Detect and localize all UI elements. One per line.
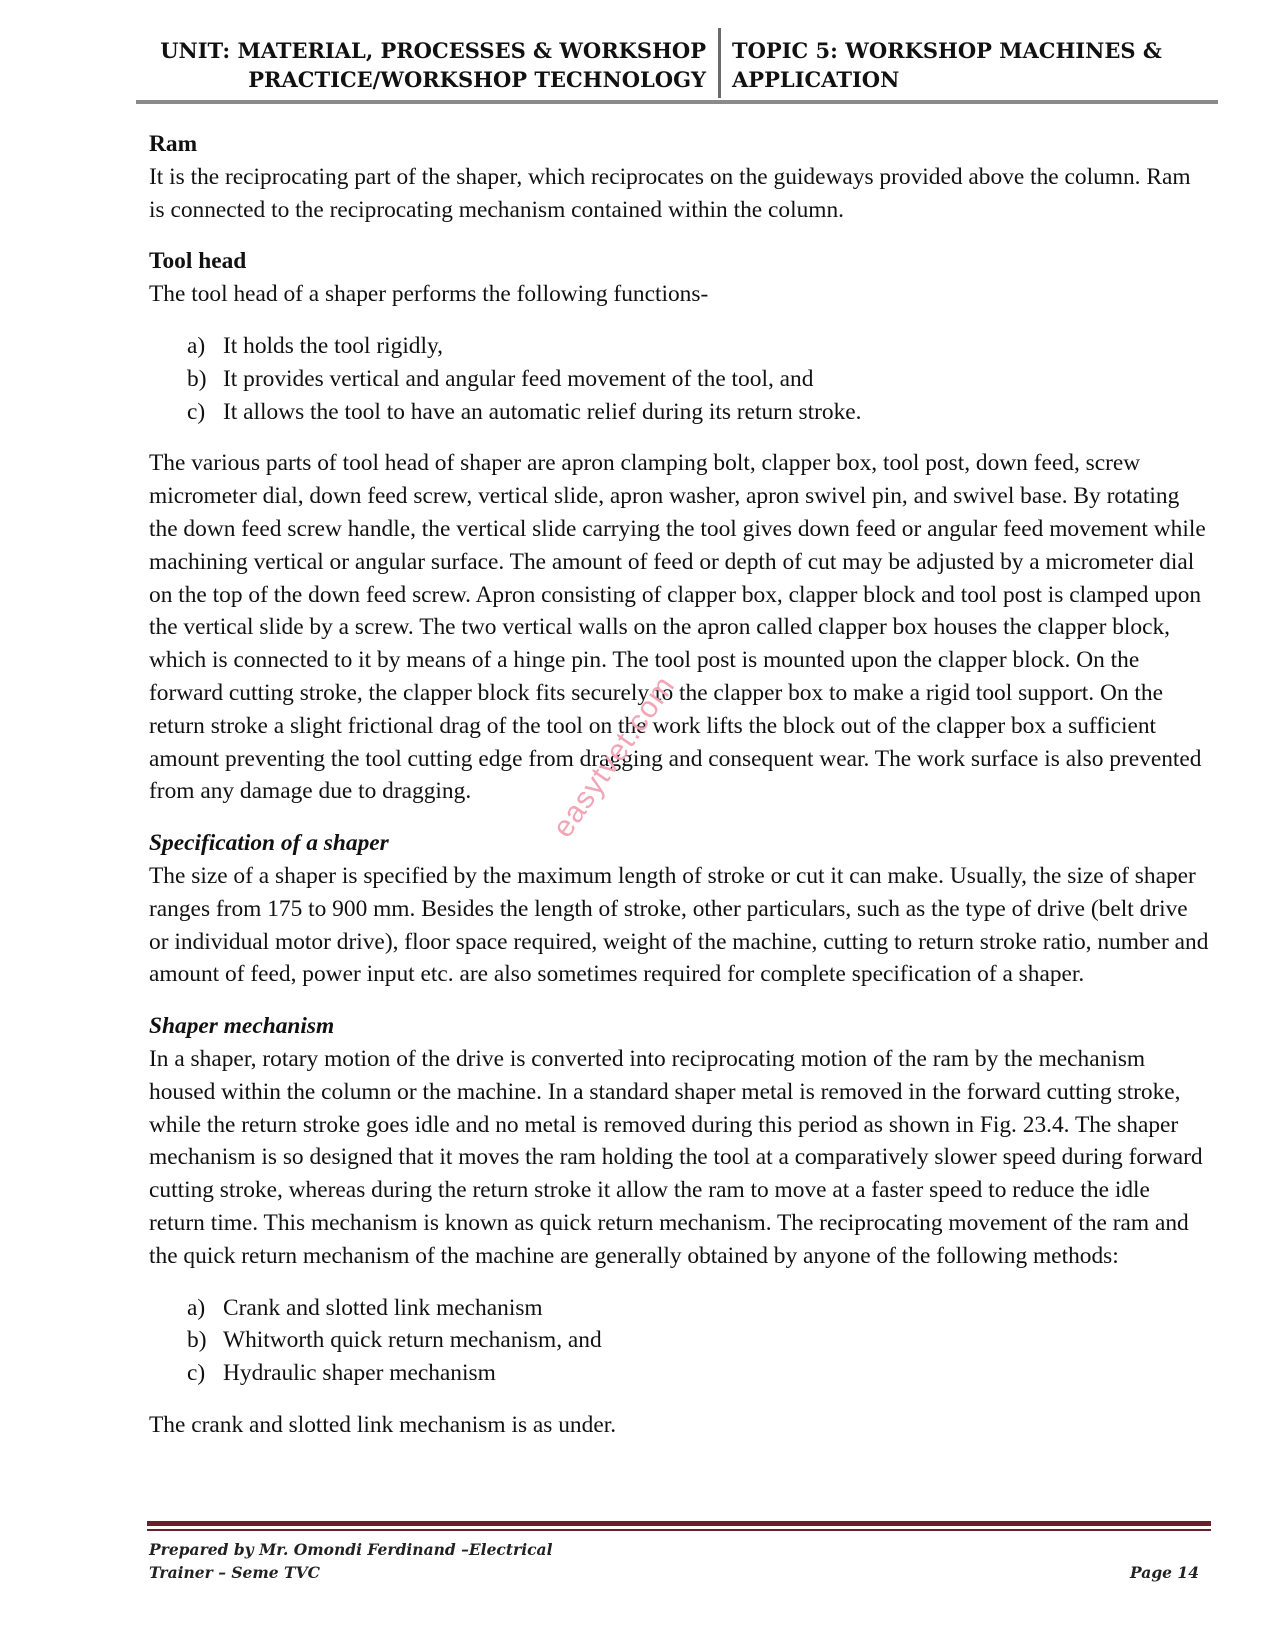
topic-title-line1: TOPIC 5: WORKSHOP MACHINES & (732, 38, 1162, 63)
list-marker: b) (187, 1327, 207, 1354)
ram-heading: Ram (149, 131, 198, 157)
mechanism-closing: The crank and slotted link mechanism is as under. (149, 1411, 617, 1438)
footer-rule-thick (147, 1521, 1211, 1526)
list-item-text: It allows the tool to have an automatic relief during its return stroke. (223, 398, 862, 425)
topic-title-line2: APPLICATION (732, 67, 900, 92)
list-item (149, 1357, 1209, 1390)
tool-head-paragraph: The various parts of tool head of shaper are apron clamping bolt, clapper box, tool post, down feed, screw micrometer dial, down feed screw, vertical slide, apron washer, apron swivel pin, and swivel base. By rotating the down feed screw handle, the vertical slide carrying the tool gives down feed or angular feed movement while machining vertical or angular surface. The amount of feed or depth of cut may be adjusted by a micrometer dial on the top of the down feed screw. Apron consisting of clapper box, clapper block and tool post is clamped upon the vertical slide by a screw. The two vertical walls on the apron called clapper box houses the clapper block, which is connected to it by means of a hinge pin. The tool post is mounted upon the clapper block. On the forward cutting stroke, the clapper block fits securely to the clapper box to make a rigid tool support. On the return stroke a slight frictional drag of the tool on the work lifts the block out of the clapper box a sufficient amount preventing the tool cutting edge from dragging and consequent wear. The work surface is also prevented from any damage due to dragging. (149, 450, 1206, 805)
list-marker: c) (187, 1360, 206, 1387)
list-marker: b) (187, 365, 207, 392)
page-header (136, 34, 1218, 96)
specification-heading: Specification of a shaper (149, 830, 389, 857)
list-item (149, 396, 1209, 429)
mechanism-methods-list (149, 1292, 1209, 1390)
mechanism-heading: Shaper mechanism (149, 1013, 335, 1040)
list-item-text: It provides vertical and angular feed movement of the tool, and (223, 365, 814, 392)
list-item-text: Hydraulic shaper mechanism (223, 1360, 496, 1387)
unit-title-line1: UNIT: MATERIAL, PROCESSES & WORKSHOP (160, 38, 706, 63)
tool-head-intro: The tool head of a shaper performs the following functions- (149, 281, 709, 308)
header-divider (718, 28, 721, 98)
page-number: Page 14 (1130, 1563, 1199, 1582)
list-item-text: Whitworth quick return mechanism, and (223, 1327, 602, 1354)
list-marker: a) (187, 1294, 206, 1321)
footer-author-line1: Prepared by Mr. Omondi Ferdinand –Electrical (149, 1540, 553, 1559)
watermark: easytvet.com (546, 669, 682, 844)
ram-paragraph: It is the reciprocating part of the shaper, which reciprocates on the guideways provided above the column. Ram is connected to the reciprocating mechanism contained within the column. (149, 163, 1191, 223)
list-item (149, 1292, 1209, 1325)
tool-head-functions-list (149, 330, 1209, 428)
list-item (149, 363, 1209, 396)
unit-title (136, 36, 706, 94)
unit-title-line2: PRACTICE/WORKSHOP TECHNOLOGY (248, 67, 706, 92)
footer-author (149, 1538, 589, 1584)
footer-rule-thin (147, 1529, 1211, 1531)
page-content (149, 128, 1209, 1442)
tool-head-heading: Tool head (149, 248, 247, 275)
footer-author-line2: Trainer – Seme TVC (149, 1563, 320, 1582)
list-item (149, 330, 1209, 363)
list-item-text: Crank and slotted link mechanism (223, 1294, 543, 1321)
list-marker: c) (187, 398, 206, 425)
header-rule (136, 100, 1218, 104)
list-marker: a) (187, 332, 206, 359)
list-item (149, 1324, 1209, 1357)
specification-paragraph: The size of a shaper is specified by the maximum length of stroke or cut it can make. Usually, the size of shaper ranges from 175 to 900 mm. Besides the length of stroke, other particulars, such as the type of drive (belt drive or individual motor drive), floor space required, weight of the machine, cutting to return stroke ratio, number and amount of feed, power input etc. are also sometimes required for complete specification of a shaper. (149, 862, 1209, 988)
topic-title (732, 36, 1222, 94)
list-item-text: It holds the tool rigidly, (223, 332, 444, 359)
mechanism-paragraph: In a shaper, rotary motion of the drive is converted into reciprocating motion of the ram by the mechanism housed within the column or the machine. In a standard shaper metal is removed in the forward cutting stroke, while the return stroke goes idle and no metal is removed during this period as shown in Fig. 23.4. The shaper mechanism is so designed that it moves the ram holding the tool at a comparatively slower speed during forward cutting stroke, whereas during the return stroke it allow the ram to move at a faster speed to reduce the idle return time. This mechanism is known as quick return mechanism. The reciprocating movement of the ram and the quick return mechanism of the machine are generally obtained by anyone of the following methods: (149, 1045, 1203, 1269)
